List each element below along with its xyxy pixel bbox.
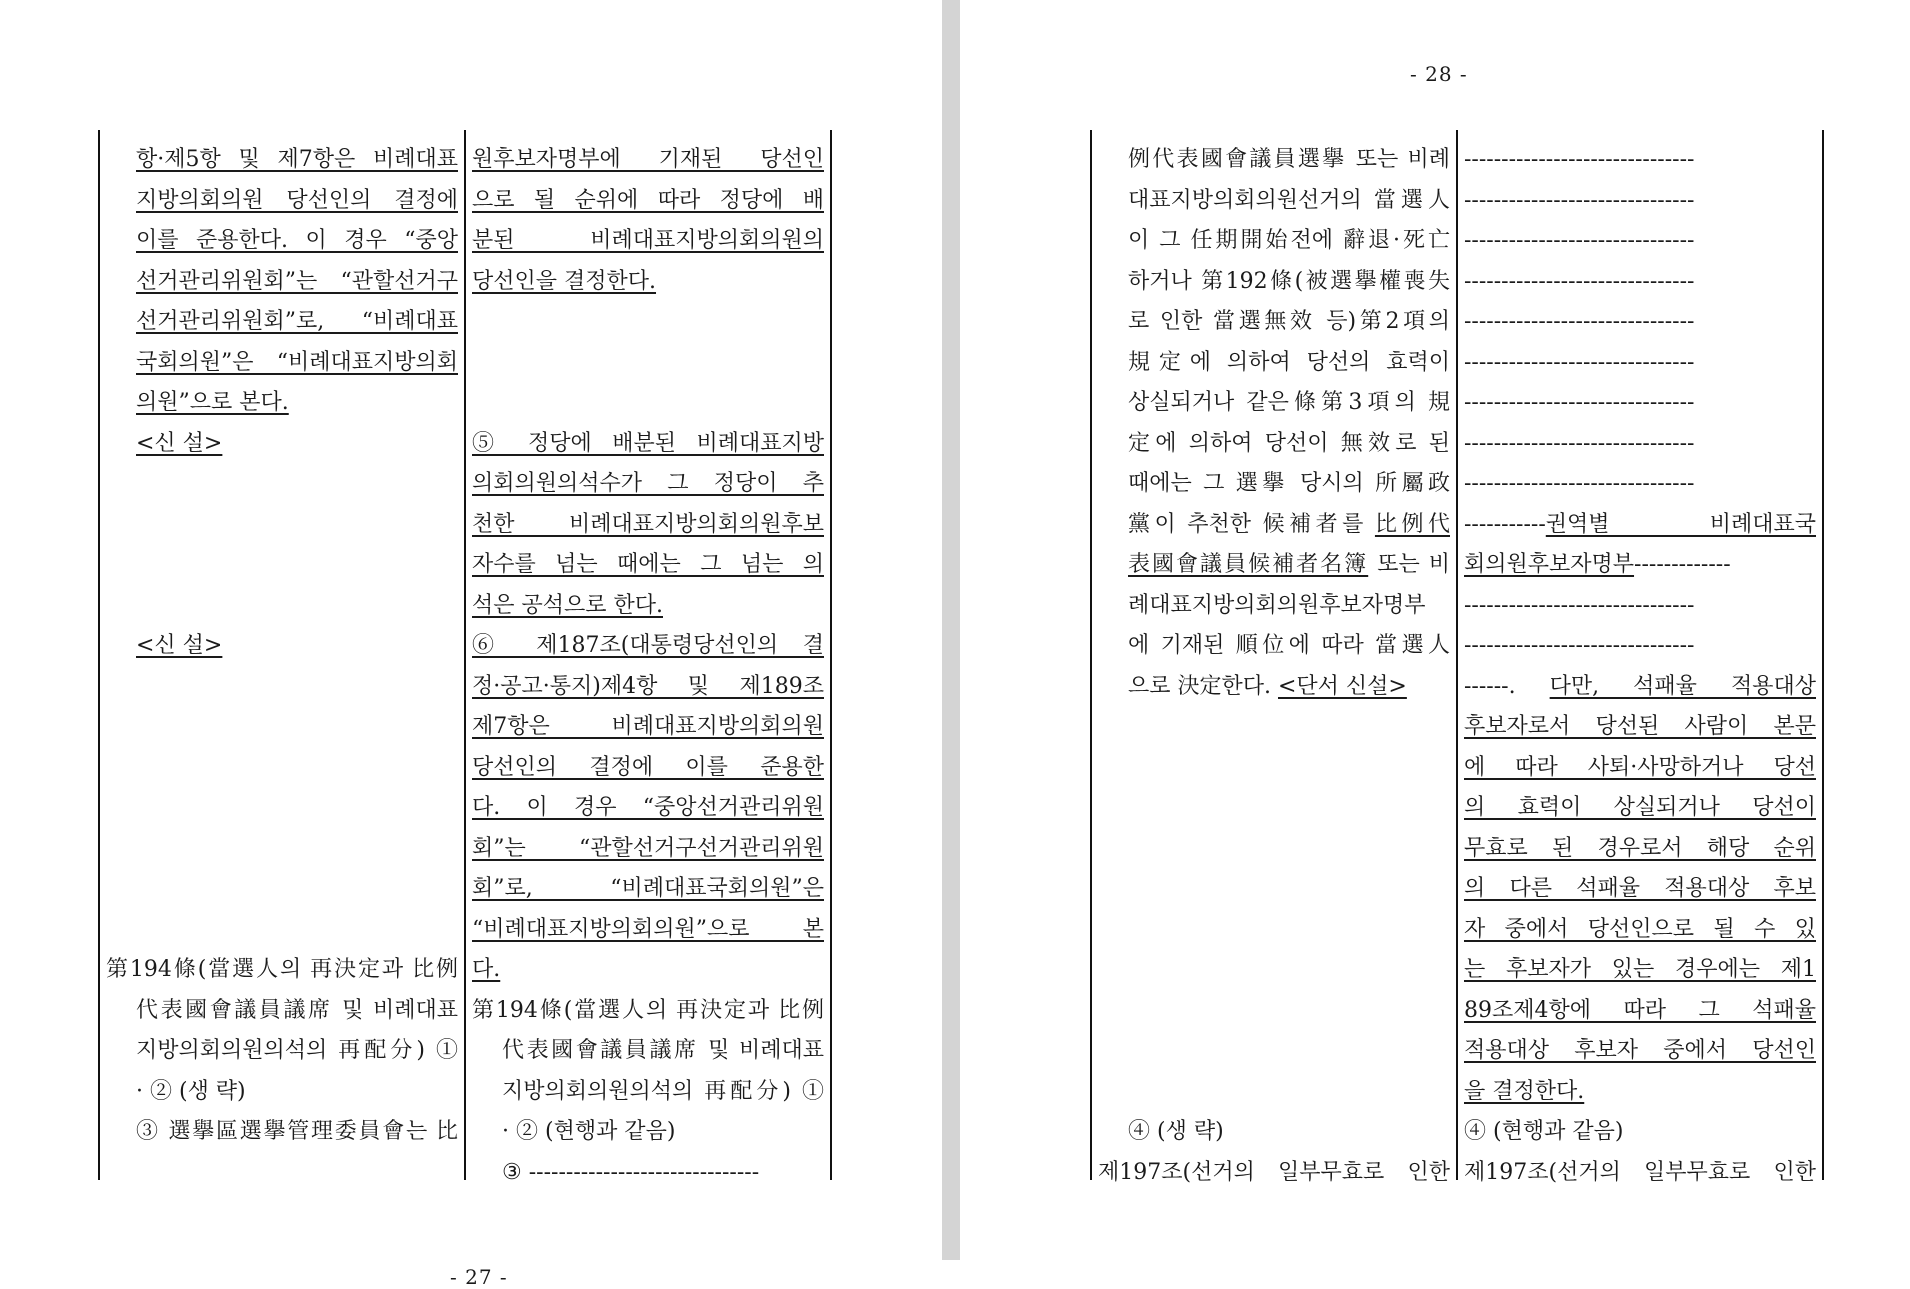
text-segment: <단서 신설> — [1278, 673, 1407, 699]
text-line — [106, 626, 458, 667]
text-line — [1464, 950, 1816, 991]
text-segment: 당선인의 결정에 이를 준용한 — [472, 754, 824, 780]
text-line — [1098, 748, 1450, 789]
text-segment: 으로 될 순위에 따라 정당에 배 — [472, 187, 824, 213]
text-segment: 선거관리위원회”로, “비례대표 — [136, 309, 458, 334]
text-line — [1098, 586, 1450, 627]
text-line — [1464, 302, 1816, 343]
text-segment: ------------------------------- — [1464, 309, 1695, 334]
text-line — [1098, 667, 1450, 708]
text-segment: 정·공고·통지)제4항 및 제189조 — [472, 673, 824, 699]
amendment-column — [472, 140, 824, 1193]
text-line — [472, 505, 824, 546]
text-line — [1464, 1153, 1816, 1194]
text-line — [1098, 343, 1450, 384]
current-law-column — [106, 140, 458, 1153]
text-segment: ------------------------------- — [1464, 147, 1695, 172]
text-line — [106, 505, 458, 546]
text-segment: 代表國會議員議席 및 비례대표 — [502, 1038, 824, 1063]
text-segment: 第194條(當選人의 再決定과 比例 — [106, 957, 458, 982]
text-line — [472, 586, 824, 627]
text-line — [1464, 181, 1816, 222]
text-line — [1464, 1112, 1816, 1153]
text-segment: 지방의회의원 당선인의 결정에 — [136, 187, 458, 213]
column-border-left — [98, 130, 100, 1180]
text-line — [1098, 424, 1450, 465]
text-segment: 적용대상 후보자 중에서 당선인 — [1464, 1038, 1816, 1063]
page-gutter — [942, 0, 960, 1260]
text-line — [1464, 829, 1816, 870]
text-line — [106, 181, 458, 222]
text-line — [1464, 262, 1816, 303]
text-segment: ----------- — [1464, 511, 1546, 537]
text-segment: 다. — [472, 957, 501, 982]
text-segment: · ② (현행과 같음) — [502, 1119, 676, 1144]
text-segment: 比例代 — [1374, 511, 1450, 537]
text-segment: 또는 비 — [1368, 552, 1450, 577]
text-line — [472, 1112, 824, 1153]
text-line — [472, 383, 824, 424]
text-line — [106, 586, 458, 627]
text-segment: 자수를 넘는 때에는 그 넘는 의 — [472, 552, 824, 577]
text-segment: 분된 비례대표지방의회의원의 — [472, 228, 824, 253]
text-segment: 定에 의하여 당선이 無效로 된 — [1128, 430, 1450, 456]
text-line — [106, 221, 458, 262]
text-line — [1098, 262, 1450, 303]
text-line — [472, 667, 824, 708]
text-line — [1464, 140, 1816, 181]
text-line — [106, 1112, 458, 1153]
text-line — [472, 221, 824, 262]
text-segment: 는 후보자가 있는 경우에는 제1 — [1464, 957, 1816, 982]
text-segment: 의원”으로 본다. — [136, 390, 289, 415]
text-line — [1464, 991, 1816, 1032]
text-segment: 권역별 비례대표국 — [1545, 511, 1816, 537]
text-line — [1464, 748, 1816, 789]
text-line — [1464, 1072, 1816, 1113]
text-line — [106, 383, 458, 424]
text-line — [1098, 991, 1450, 1032]
text-line — [1464, 788, 1816, 829]
text-line — [106, 140, 458, 181]
text-line — [1098, 950, 1450, 991]
column-border-right — [1822, 130, 1824, 1180]
text-line — [1098, 140, 1450, 181]
text-line — [472, 829, 824, 870]
text-line — [472, 1031, 824, 1072]
text-segment: 지방의회의원의석의 再配分) ① — [136, 1038, 458, 1063]
text-line — [472, 1072, 824, 1113]
text-segment: 상실되거나 같은條第3項의 規 — [1128, 390, 1450, 415]
column-border-left — [1090, 130, 1092, 1180]
text-line — [472, 707, 824, 748]
text-segment: · ② (생 략) — [136, 1078, 246, 1104]
text-line — [472, 869, 824, 910]
text-segment: 의회의원의석수가 그 정당이 추 — [472, 471, 824, 496]
text-line — [1098, 181, 1450, 222]
text-segment: <신 설> — [136, 430, 223, 456]
text-line — [106, 464, 458, 505]
text-segment: 항·제5항 및 제7항은 비례대표 — [136, 147, 458, 172]
text-line — [106, 1031, 458, 1072]
text-line — [472, 748, 824, 789]
text-line — [472, 140, 824, 181]
text-segment: 회의원후보자명부 — [1464, 552, 1635, 577]
text-line — [472, 545, 824, 586]
text-segment: 다. 이 경우 “중앙선거관리위원 — [472, 795, 824, 820]
text-line — [1464, 343, 1816, 384]
column-border-middle — [464, 130, 466, 1180]
text-line — [472, 991, 824, 1032]
text-segment: 선거관리위원회”는 “관할선거구 — [136, 268, 458, 294]
text-segment: 례대표지방의회의원후보자명부 — [1128, 592, 1426, 618]
text-segment: 제7항은 비례대표지방의회의원 — [472, 714, 824, 739]
text-line — [1098, 1153, 1450, 1194]
text-line — [1464, 424, 1816, 465]
text-line — [472, 910, 824, 951]
text-segment: 제197조(선거의 일부무효로 인한 — [1098, 1159, 1450, 1185]
text-line — [1464, 464, 1816, 505]
text-line — [106, 667, 458, 708]
column-border-middle — [1456, 130, 1458, 1180]
text-segment: ③ ------------------------------- — [502, 1159, 760, 1185]
text-segment: ------------------------------- — [1464, 430, 1695, 456]
text-line — [1098, 302, 1450, 343]
text-segment: 例代表國會議員選擧 또는 비례 — [1128, 147, 1450, 172]
text-line — [1464, 505, 1816, 546]
text-segment: ④ (현행과 같음) — [1464, 1119, 1624, 1144]
text-line — [1098, 505, 1450, 546]
text-line — [472, 788, 824, 829]
text-segment: 회”로, “비례대표국회의원”은 — [472, 876, 824, 901]
text-line — [1098, 707, 1450, 748]
text-segment: 表國會議員候補者名簿 — [1128, 552, 1369, 577]
text-segment: 의 효력이 상실되거나 당선이 — [1464, 795, 1816, 820]
text-segment: “비례대표지방의회의원”으로 본 — [472, 916, 824, 942]
text-line — [106, 707, 458, 748]
text-line — [1098, 829, 1450, 870]
text-line — [106, 424, 458, 465]
text-line — [106, 788, 458, 829]
text-line — [1464, 586, 1816, 627]
text-segment: 第194條(當選人의 再決定과 比例 — [472, 997, 824, 1023]
text-segment: ------------------------------- — [1464, 471, 1695, 496]
text-segment: ------------------------------- — [1464, 390, 1695, 415]
text-segment: ③ 選擧區選擧管理委員會는 比 — [136, 1119, 458, 1144]
text-line — [1464, 1031, 1816, 1072]
text-segment: 代表國會議員議席 및 비례대표 — [136, 997, 458, 1023]
text-segment: ------------------------------- — [1464, 268, 1695, 294]
text-segment: ------------- — [1634, 552, 1731, 577]
text-segment: 때에는 그 選擧 당시의 所屬政 — [1128, 471, 1450, 496]
text-segment: 자 중에서 당선인으로 될 수 있 — [1464, 916, 1816, 942]
text-segment: 천한 비례대표지방의회의원후보 — [472, 511, 824, 537]
text-segment: 제197조(선거의 일부무효로 인한 — [1464, 1159, 1816, 1185]
text-segment: 당선인을 결정한다. — [472, 268, 657, 294]
text-line — [1464, 545, 1816, 586]
text-segment: ④ (생 략) — [1128, 1119, 1224, 1144]
right-page — [960, 0, 1910, 1260]
text-line — [106, 302, 458, 343]
text-line — [106, 869, 458, 910]
text-segment: 規定에 의하여 당선의 효력이 — [1128, 349, 1450, 375]
left-page — [0, 0, 942, 1289]
current-law-column — [1098, 140, 1450, 1193]
text-segment: 다만, 석패율 적용대상 — [1549, 673, 1816, 699]
text-segment: 의 다른 석패율 적용대상 후보 — [1464, 876, 1816, 901]
text-line — [472, 1153, 824, 1194]
text-segment: 하거나 第192條(被選擧權喪失 — [1128, 268, 1450, 294]
text-segment: 로 인한 當選無效 등)第2項의 — [1128, 309, 1450, 334]
text-segment: 무효로 된 경우로서 해당 순위 — [1464, 835, 1816, 861]
text-segment: 원후보자명부에 기재된 당선인 — [472, 147, 824, 172]
text-segment: 으로 決定한다. — [1128, 673, 1278, 699]
text-line — [1098, 221, 1450, 262]
text-segment: ------------------------------- — [1464, 349, 1695, 375]
text-line — [472, 950, 824, 991]
text-line — [1098, 545, 1450, 586]
text-segment: 회”는 “관할선거구선거관리위원 — [472, 835, 824, 861]
text-segment: 이를 준용한다. 이 경우 “중앙 — [136, 228, 458, 253]
text-line — [106, 343, 458, 384]
text-line — [106, 1072, 458, 1113]
text-line — [472, 181, 824, 222]
column-border-right — [830, 130, 832, 1180]
text-line — [1098, 383, 1450, 424]
text-segment: 석은 공석으로 한다. — [472, 592, 663, 618]
text-segment: 대표지방의회의원선거의 當選人 — [1128, 187, 1450, 213]
text-line — [106, 545, 458, 586]
text-line — [1464, 383, 1816, 424]
text-segment: ⑤ 정당에 배분된 비례대표지방 — [472, 430, 824, 456]
text-segment: 89조제4항에 따라 그 석패율 — [1464, 997, 1816, 1023]
text-segment: ⑥ 제187조(대통령당선인의 결 — [472, 633, 824, 658]
text-line — [106, 262, 458, 303]
text-line — [1464, 667, 1816, 708]
text-line — [1098, 1112, 1450, 1153]
text-line — [106, 910, 458, 951]
text-segment: ------------------------------- — [1464, 592, 1695, 618]
text-segment: 후보자로서 당선된 사람이 본문 — [1464, 714, 1816, 739]
text-line — [106, 748, 458, 789]
text-segment: ------------------------------- — [1464, 187, 1695, 213]
text-line — [1098, 869, 1450, 910]
amendment-column — [1464, 140, 1816, 1193]
text-line — [1098, 910, 1450, 951]
text-line — [1464, 221, 1816, 262]
text-line — [106, 991, 458, 1032]
text-line — [1098, 464, 1450, 505]
text-line — [1464, 910, 1816, 951]
text-segment: ------. — [1464, 673, 1550, 699]
text-segment: 에 기재된 順位에 따라 當選人 — [1128, 633, 1450, 658]
text-line — [472, 626, 824, 667]
text-line — [106, 829, 458, 870]
text-line — [472, 464, 824, 505]
text-line — [472, 302, 824, 343]
text-segment: 에 따라 사퇴·사망하거나 당선 — [1464, 754, 1816, 780]
text-segment: 국회의원”은 “비례대표지방의회 — [136, 349, 458, 375]
text-line — [1464, 626, 1816, 667]
text-line — [1098, 1031, 1450, 1072]
text-segment: 을 결정한다. — [1464, 1078, 1585, 1104]
text-line — [472, 343, 824, 384]
text-segment: ------------------------------- — [1464, 633, 1695, 658]
page-number: - 27 - — [450, 1265, 508, 1289]
text-segment: <신 설> — [136, 633, 223, 658]
page-number: - 28 - — [1410, 62, 1468, 86]
text-segment: ------------------------------- — [1464, 228, 1695, 253]
text-segment: 이 그 任期開始전에 辭退·死亡 — [1128, 228, 1450, 253]
text-line — [472, 262, 824, 303]
text-line — [1098, 1072, 1450, 1113]
text-line — [1464, 707, 1816, 748]
text-segment: 지방의회의원의석의 再配分) ① — [502, 1078, 824, 1104]
text-line — [1098, 626, 1450, 667]
text-line — [106, 950, 458, 991]
text-line — [1098, 788, 1450, 829]
text-line — [1464, 869, 1816, 910]
text-segment: 黨이 추천한 候補者를 — [1128, 511, 1375, 537]
text-line — [472, 424, 824, 465]
